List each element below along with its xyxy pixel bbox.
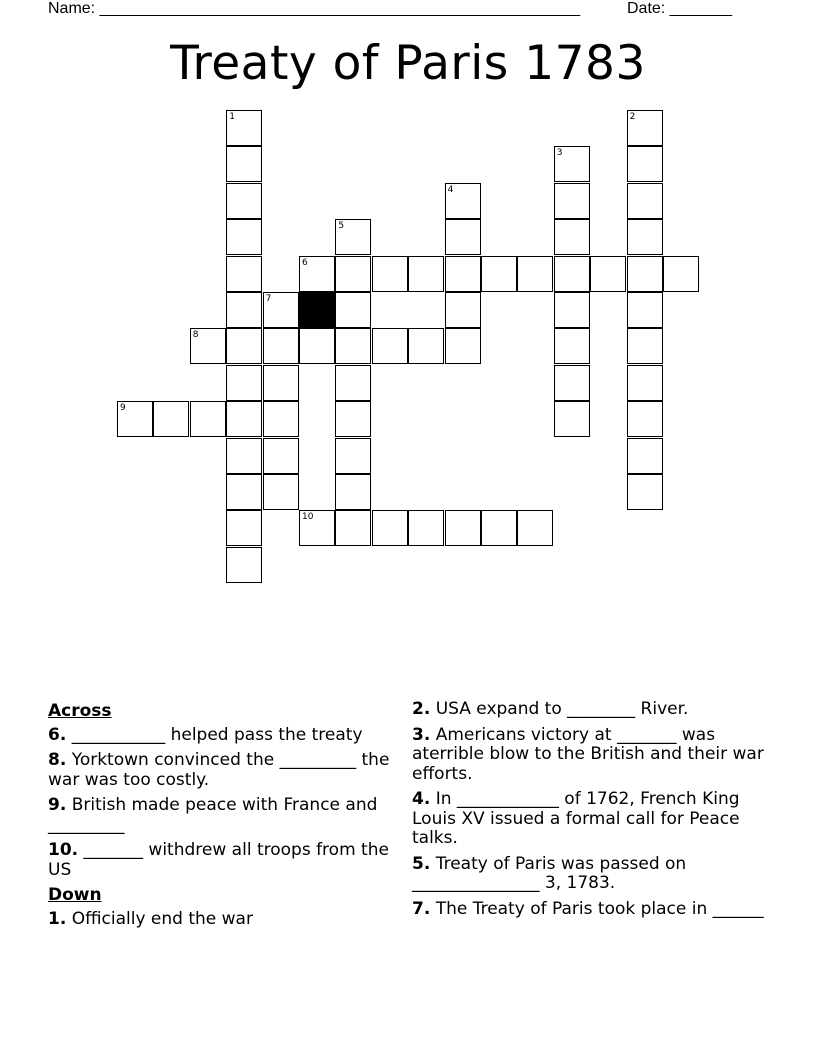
clue-item [48,841,398,880]
crossword-cell[interactable] [226,438,262,474]
cell-number: 1 [229,112,235,122]
crossword-cell[interactable] [299,328,335,364]
crossword-cell[interactable] [481,510,517,546]
clue-number: 5. [412,853,431,874]
crossword-cell[interactable] [226,474,262,510]
crossword-cell[interactable] [335,510,371,546]
crossword-cell[interactable] [481,256,517,292]
clue-text: The Treaty of Paris took place in ______ [430,898,764,919]
crossword-cell[interactable] [226,401,262,437]
crossword-cell[interactable] [408,256,444,292]
crossword-cell[interactable] [117,401,153,437]
crossword-cell[interactable] [335,219,371,255]
crossword-cell[interactable] [627,365,663,401]
crossword-cell[interactable] [627,474,663,510]
crossword-cell[interactable] [226,510,262,546]
clue-number: 10. [48,840,79,860]
crossword-cell[interactable] [190,401,226,437]
clue-text: ___________ helped pass the treaty [66,724,363,745]
crossword-cell[interactable] [372,510,408,546]
crossword-cell[interactable] [372,256,408,292]
down-clue-list [48,910,398,930]
crossword-cell[interactable] [335,401,371,437]
clue-item [412,726,772,785]
crossword-cell[interactable] [299,510,335,546]
crossword-cell[interactable] [226,110,262,146]
crossword-cell[interactable] [408,328,444,364]
clue-number: 7. [412,898,431,919]
crossword-cell[interactable] [335,474,371,510]
clue-item [412,790,772,849]
crossword-cell[interactable] [627,146,663,182]
crossword-cell[interactable] [554,183,590,219]
crossword-cell[interactable] [408,510,444,546]
clue-item [48,726,398,746]
clue-number: 6. [48,724,67,745]
clue-item [48,751,398,790]
crossword-cell[interactable] [445,183,481,219]
crossword-cell[interactable] [226,256,262,292]
clue-number: 3. [412,724,431,745]
clue-text: _______ withdrew all troops from the US [48,840,389,880]
crossword-cell[interactable] [263,438,299,474]
crossword-cell[interactable] [554,146,590,182]
crossword-cell[interactable] [263,474,299,510]
clue-number: 8. [48,750,67,770]
cell-number: 6 [302,257,308,268]
crossword-cell[interactable] [627,183,663,219]
crossword-cell[interactable] [263,292,299,328]
crossword-cell[interactable] [517,256,553,292]
cell-number: 2 [629,112,636,122]
crossword-cell[interactable] [663,256,699,292]
clue-text: Americans victory at _______ was aterrible blow to the British and their war efforts. [412,724,764,784]
crossword-cell[interactable] [627,110,663,146]
crossword-cell[interactable] [226,292,262,328]
crossword-cell[interactable] [627,401,663,437]
crossword-cell[interactable] [445,219,481,255]
crossword-cell[interactable] [299,256,335,292]
name-field: Name: ______________________________________________________ [48,0,581,17]
crossword-cell[interactable] [153,401,189,437]
crossword-cell[interactable] [627,438,663,474]
crossword-cell[interactable] [263,365,299,401]
clue-text: Treaty of Paris was passed on _______________ 3, 1783. [412,853,687,893]
crossword-cell[interactable] [445,510,481,546]
crossword-cell[interactable] [335,256,371,292]
down-heading: Down [48,885,102,905]
clue-text: USA expand to ________ River. [430,699,689,719]
crossword-cell[interactable] [335,438,371,474]
crossword-cell[interactable] [590,256,626,292]
clue-item [48,796,398,835]
down-clue-list-continued [412,700,772,919]
crossword-cell[interactable] [554,219,590,255]
crossword-cell[interactable] [226,219,262,255]
clues-left-column [48,700,398,935]
clues-right-column [412,700,772,925]
crossword-cell[interactable] [372,328,408,364]
clue-number: 4. [412,789,431,809]
clue-item [412,700,772,720]
clue-text: Officially end the war [66,908,253,929]
crossword-cell[interactable] [554,256,590,292]
clue-text: British made peace with France and _________ [48,795,378,835]
clue-text: Yorktown convinced the _________ the war was too costly. [48,750,390,790]
cell-number: 5 [338,221,345,232]
crossword-cell[interactable] [627,328,663,364]
clue-number: 2. [412,699,431,719]
clue-item [412,900,772,920]
clue-item [412,855,772,894]
crossword-cell[interactable] [263,401,299,437]
crossword-cell[interactable] [445,256,481,292]
crossword-black-cell [299,292,335,328]
clue-number: 9. [48,795,67,815]
crossword-cell[interactable] [190,328,226,364]
crossword-cell[interactable] [445,328,481,364]
cell-number: 3 [556,148,563,159]
crossword-cell[interactable] [554,365,590,401]
crossword-cell[interactable] [335,292,371,328]
crossword-cell[interactable] [226,328,262,364]
crossword-cell[interactable] [627,292,663,328]
crossword-cell[interactable] [226,547,262,583]
crossword-cell[interactable] [627,256,663,292]
cell-number: 4 [447,184,454,195]
across-clue-list [48,726,398,881]
clue-text: In ____________ of 1762, French King Louis XV issued a formal call for Peace talks. [412,789,740,848]
crossword-cell[interactable] [263,328,299,364]
page-title: Treaty of Paris 1783 [170,36,646,91]
crossword-cell[interactable] [517,510,553,546]
cell-number: 10 [302,512,314,523]
cell-number: 8 [192,330,199,341]
crossword-cell[interactable] [445,292,481,328]
across-heading: Across [48,701,112,721]
crossword-cell[interactable] [226,183,262,219]
date-field: Date: _______ [627,0,732,17]
crossword-cell[interactable] [226,365,262,401]
crossword-cell[interactable] [554,401,590,437]
clue-item [48,910,398,930]
crossword-cell[interactable] [335,365,371,401]
crossword-cell[interactable] [226,146,262,182]
clue-number: 1. [48,908,67,929]
crossword-cell[interactable] [554,292,590,328]
cell-number: 7 [265,294,272,304]
crossword-cell[interactable] [627,219,663,255]
crossword-cell[interactable] [335,328,371,364]
cell-number: 9 [120,403,126,414]
crossword-cell[interactable] [554,328,590,364]
